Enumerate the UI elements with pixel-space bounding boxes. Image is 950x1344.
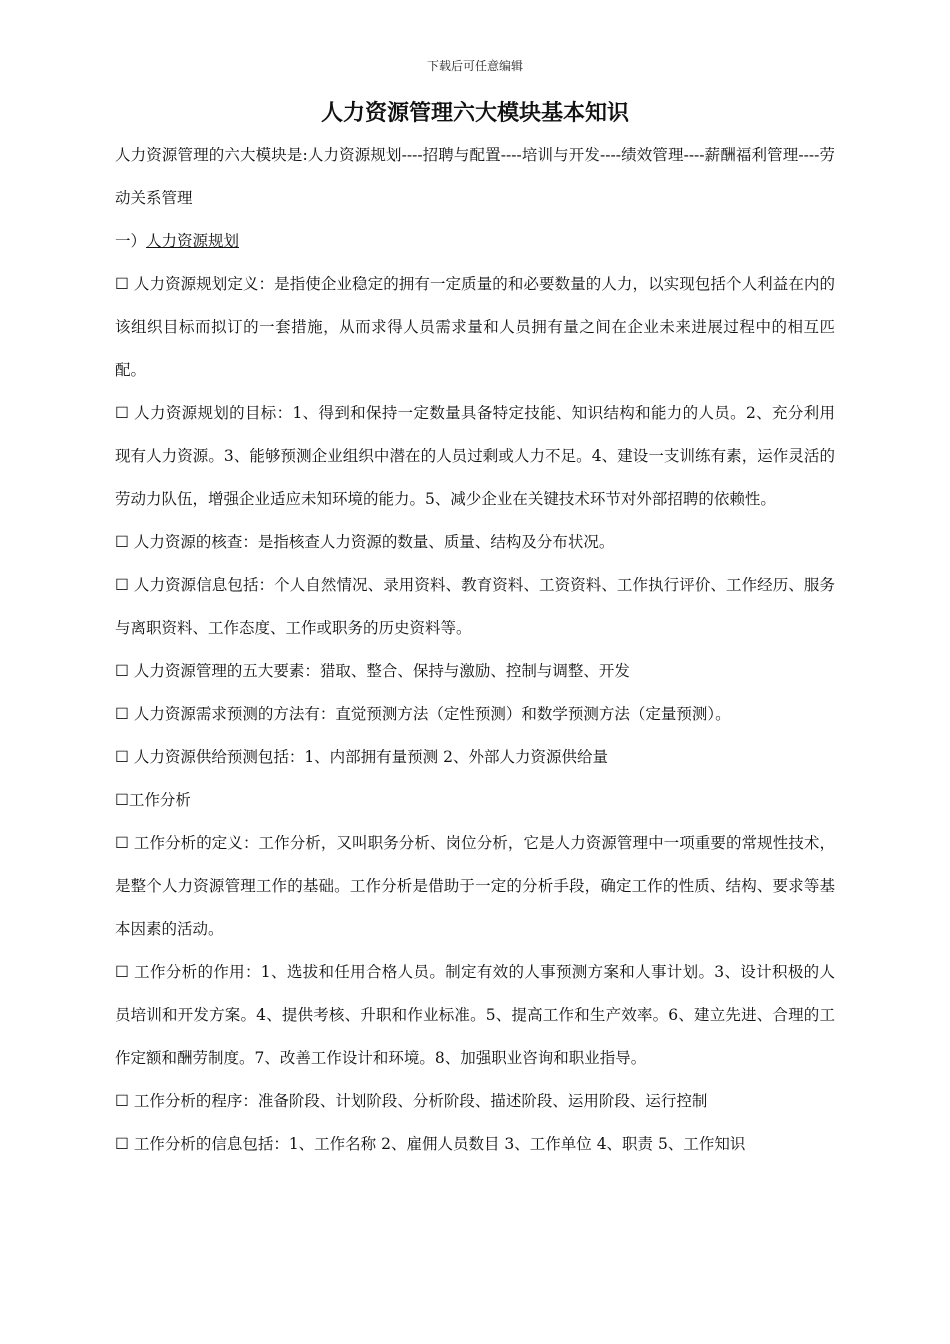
paragraph-hr-planning-definition: ☐ 人力资源规划定义：是指使企业稳定的拥有一定质量的和必要数量的人力，以实现包括个人利益在内的该组织目标而拟订的一套措施，从而求得人员需求量和人员拥有量之间在企业未来进展过程中的相互匹配。 bbox=[115, 275, 835, 379]
paragraph-hr-planning-goals: ☐ 人力资源规划的目标：1、得到和保持一定数量具备特定技能、知识结构和能力的人员。2、充分利用现有人力资源。3、能够预测企业组织中潜在的人员过剩或人力不足。4、建设一支训练有素，运作灵活的劳动力队伍，增强企业适应未知环境的能力。5、减少企业在关键技术环节对外部招聘的依赖性。 bbox=[115, 404, 835, 508]
document-body bbox=[115, 134, 835, 1166]
paragraph-hr-audit: ☐ 人力资源的核查：是指核查人力资源的数量、质量、结构及分布状况。 bbox=[115, 533, 615, 551]
paragraph-supply-forecast: ☐ 人力资源供给预测包括：1、内部拥有量预测 2、外部人力资源供给量 bbox=[115, 748, 608, 766]
section-heading-prefix: 一） bbox=[115, 232, 147, 250]
paragraph-job-analysis-heading: ☐工作分析 bbox=[115, 791, 191, 809]
paragraph-job-analysis-definition: ☐ 工作分析的定义：工作分析，又叫职务分析、岗位分析，它是人力资源管理中一项重要的常规性技术，是整个人力资源管理工作的基础。工作分析是借助于一定的分析手段，确定工作的性质、结构、要求等基本因素的活动。 bbox=[115, 834, 835, 938]
paragraph-job-analysis-information: ☐ 工作分析的信息包括：1、工作名称 2、雇佣人员数目 3、工作单位 4、职责 5、工作知识 bbox=[115, 1135, 746, 1153]
paragraph-demand-forecast: ☐ 人力资源需求预测的方法有：直觉预测方法（定性预测）和数学预测方法（定量预测）。 bbox=[115, 705, 731, 723]
paragraph-job-analysis-functions: ☐ 工作分析的作用：1、选拔和任用合格人员。制定有效的人事预测方案和人事计划。3、设计积极的人员培训和开发方案。4、提供考核、升职和作业标准。5、提高工作和生产效率。6、建立先进、合理的工作定额和酬劳制度。7、改善工作设计和环境。8、加强职业咨询和职业指导。 bbox=[115, 963, 835, 1067]
section-heading-hr-planning bbox=[115, 220, 835, 263]
intro-paragraph: 人力资源管理的六大模块是:人力资源规划----招聘与配置----培训与开发----绩效管理----薪酬福利管理----劳动关系管理 bbox=[115, 146, 835, 207]
section-heading-label: 人力资源规划 bbox=[146, 232, 240, 250]
paragraph-five-elements: ☐ 人力资源管理的五大要素：猎取、整合、保持与激励、控制与调整、开发 bbox=[115, 662, 630, 680]
header-note: 下载后可任意编辑 bbox=[426, 59, 523, 73]
document-title: 人力资源管理六大模块基本知识 bbox=[320, 101, 629, 126]
paragraph-job-analysis-procedure: ☐ 工作分析的程序：准备阶段、计划阶段、分析阶段、描述阶段、运用阶段、运行控制 bbox=[115, 1092, 708, 1110]
paragraph-hr-information: ☐ 人力资源信息包括：个人自然情况、录用资料、教育资料、工资资料、工作执行评价、工作经历、服务与离职资料、工作态度、工作或职务的历史资料等。 bbox=[115, 576, 835, 637]
